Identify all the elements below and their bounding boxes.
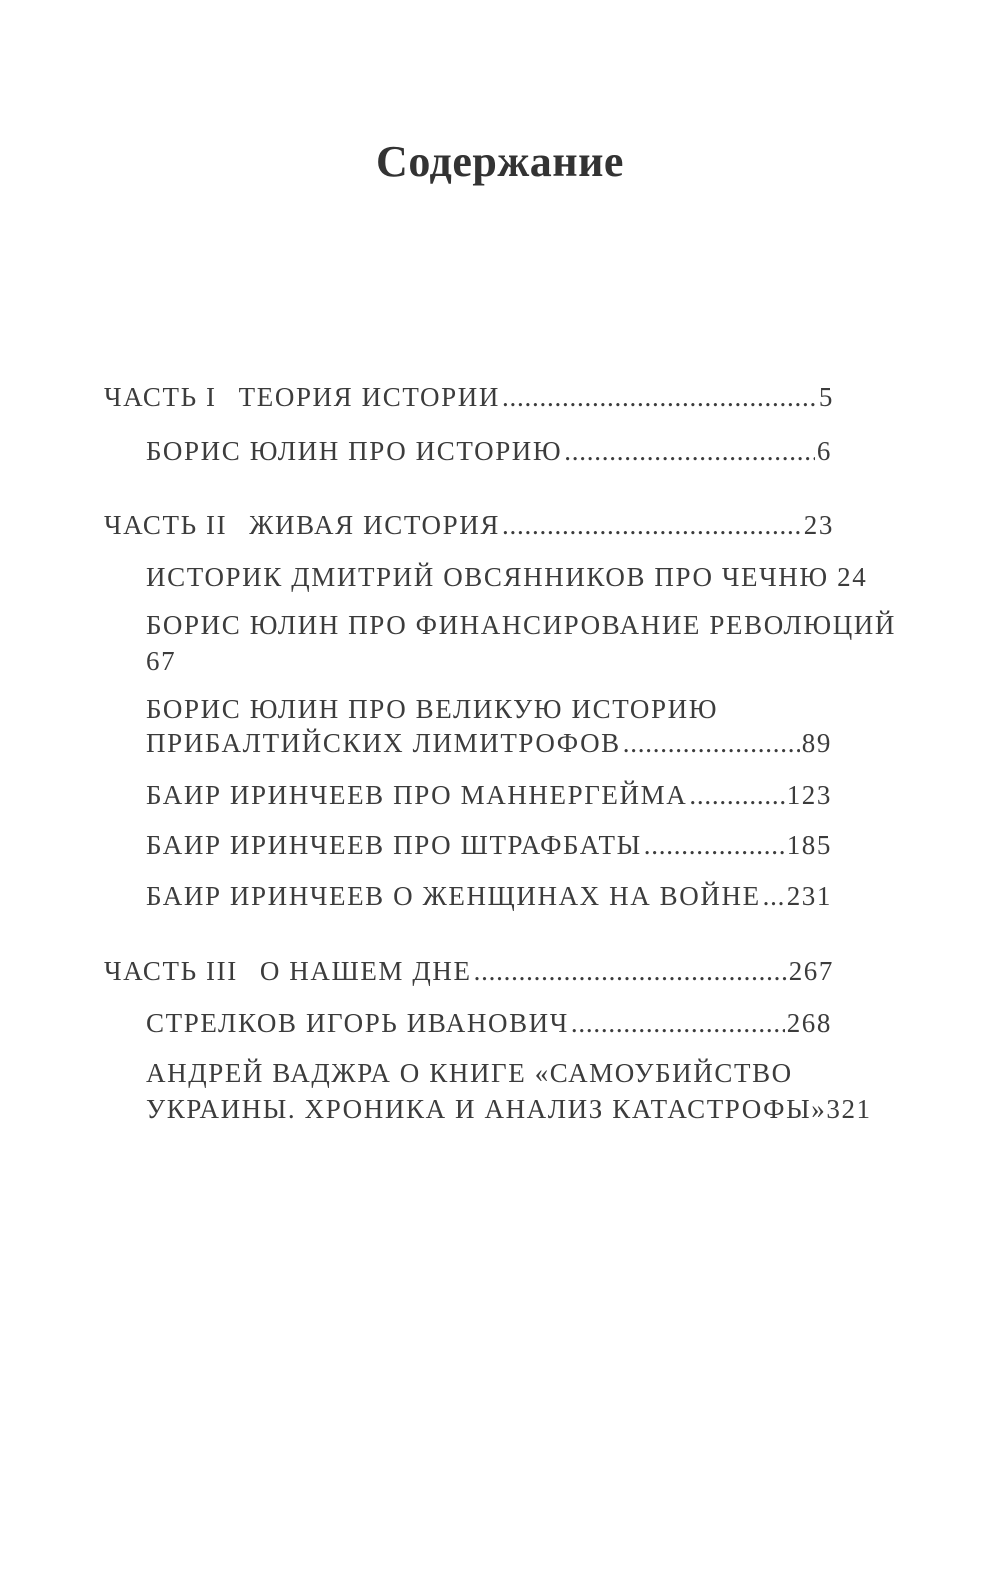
dot-leader (502, 510, 802, 541)
page-number: 5 (818, 382, 834, 412)
dot-leader (571, 1008, 785, 1039)
entry-title: БАИР ИРИНЧЕЕВ О ЖЕНЩИНАХ НА ВОЙНЕ (146, 881, 761, 911)
toc-entry[interactable] (146, 694, 718, 725)
entry-title-line-2: 67 (146, 646, 177, 676)
toc-part-2[interactable] (104, 510, 834, 541)
dot-leader (474, 956, 787, 987)
entry-title: БАИР ИРИНЧЕЕВ ПРО МАННЕРГЕЙМА (146, 780, 688, 810)
toc-entry[interactable] (146, 780, 832, 811)
page-number: 267 (788, 956, 834, 986)
toc-entry[interactable] (146, 881, 832, 912)
toc-entry[interactable] (146, 1058, 793, 1089)
dot-leader (689, 780, 784, 811)
entry-title: БОРИС ЮЛИН ПРО ИСТОРИЮ (146, 436, 563, 466)
page-number: 268 (786, 1008, 832, 1038)
part-number-label: ЧАСТЬ III (104, 956, 238, 986)
dot-leader (564, 436, 815, 467)
entry-title-line-2: ПРИБАЛТИЙСКИХ ЛИМИТРОФОВ (146, 728, 621, 758)
dot-leader (623, 728, 800, 759)
page-number: 185 (786, 830, 832, 860)
toc-part-3[interactable] (104, 956, 834, 987)
part-number-label: ЧАСТЬ I (104, 382, 217, 412)
page-title: Содержание (376, 137, 624, 186)
dot-leader (763, 881, 785, 912)
toc-entry[interactable] (146, 436, 832, 467)
part-name: О НАШЕМ ДНЕ (259, 956, 472, 986)
part-name: ТЕОРИЯ ИСТОРИИ (238, 382, 500, 412)
entry-title: АНДРЕЙ ВАДЖРА О КНИГЕ «САМОУБИЙСТВО (146, 1058, 793, 1088)
page-number: 231 (786, 881, 832, 911)
entry-title: ИСТОРИК ДМИТРИЙ ОВСЯННИКОВ ПРО ЧЕЧНЮ 24 (146, 562, 868, 592)
part-name: ЖИВАЯ ИСТОРИЯ (249, 510, 500, 540)
entry-title: БОРИС ЮЛИН ПРО ФИНАНСИРОВАНИЕ РЕВОЛЮЦИЙ (146, 610, 897, 640)
page-number: 123 (786, 780, 832, 810)
page-number: 23 (803, 510, 834, 540)
dot-leader (502, 382, 817, 413)
page-number: 89 (801, 728, 832, 758)
page-number: 6 (816, 436, 832, 466)
toc-entry-continuation[interactable] (146, 728, 832, 759)
entry-title-line-2: УКРАИНЫ. ХРОНИКА И АНАЛИЗ КАТАСТРОФЫ»321 (146, 1094, 872, 1124)
toc-entry-continuation (146, 1094, 872, 1125)
toc-entry[interactable] (146, 610, 896, 641)
entry-title: БОРИС ЮЛИН ПРО ВЕЛИКУЮ ИСТОРИЮ (146, 694, 719, 724)
entry-title: БАИР ИРИНЧЕЕВ ПРО ШТРАФБАТЫ (146, 830, 642, 860)
dot-leader (644, 830, 785, 861)
toc-entry-continuation (146, 646, 176, 677)
entry-title: СТРЕЛКОВ ИГОРЬ ИВАНОВИЧ (146, 1008, 569, 1038)
toc-part-1[interactable] (104, 382, 834, 413)
toc-entry[interactable] (146, 830, 832, 861)
part-number-label: ЧАСТЬ II (104, 510, 228, 540)
toc-entry[interactable] (146, 1008, 832, 1039)
toc-entry[interactable] (146, 562, 867, 593)
